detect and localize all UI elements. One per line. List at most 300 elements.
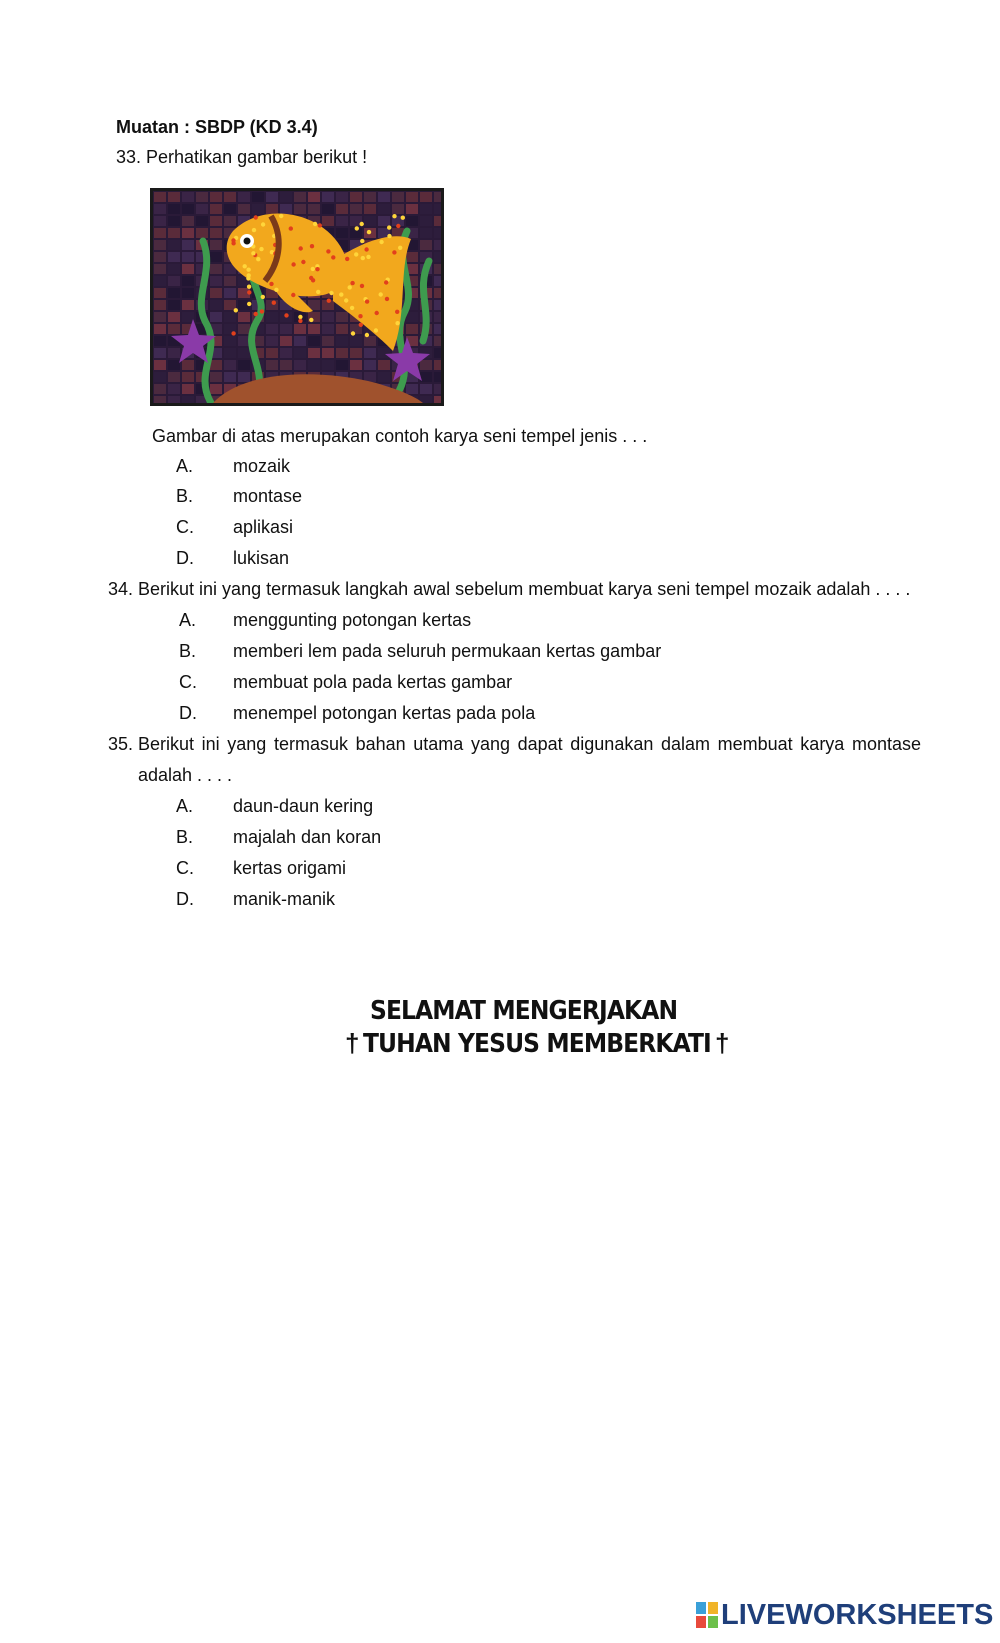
fish-dot xyxy=(364,247,368,251)
mosaic-tile xyxy=(238,324,250,334)
mosaic-tile xyxy=(336,312,348,322)
mosaic-tile xyxy=(378,216,390,226)
option-letter: A. xyxy=(179,610,197,630)
fish-dot xyxy=(358,314,362,318)
mosaic-tile xyxy=(364,372,376,382)
mosaic-tile xyxy=(308,336,320,346)
fish-dot xyxy=(361,256,365,260)
mosaic-tile xyxy=(168,192,180,202)
mosaic-tile xyxy=(154,360,166,370)
mosaic-tile xyxy=(252,192,264,202)
mosaic-tile xyxy=(322,192,334,202)
mosaic-tile xyxy=(420,384,432,394)
mosaic-tile xyxy=(210,264,222,274)
q35-question-line1: Berikut ini yang termasuk bahan utama yang dapat digunakan dalam membuat karya montase xyxy=(138,734,921,754)
mosaic-tile xyxy=(266,204,278,214)
mosaic-tile xyxy=(238,372,250,382)
fish-dot xyxy=(289,226,293,230)
mosaic-tile xyxy=(406,192,418,202)
mosaic-tile xyxy=(364,360,376,370)
mosaic-tile xyxy=(434,336,441,346)
cross-icon-right: † xyxy=(715,1028,730,1058)
mosaic-tile xyxy=(168,276,180,286)
mosaic-tile xyxy=(350,336,362,346)
mosaic-tile xyxy=(182,228,194,238)
option-letter: B. xyxy=(179,641,197,661)
mosaic-tile xyxy=(392,204,404,214)
fish-dot xyxy=(231,331,235,335)
mosaic-tile xyxy=(168,384,180,394)
mosaic-tile xyxy=(378,348,390,358)
mosaic-tile xyxy=(336,228,348,238)
fish-dot xyxy=(259,247,263,251)
option-text: manik-manik xyxy=(233,889,336,909)
mosaic-tile xyxy=(336,192,348,202)
fish-dot xyxy=(247,285,251,289)
mosaic-tile xyxy=(168,204,180,214)
closing-line-1: SELAMAT MENGERJAKAN xyxy=(370,996,678,1026)
fish-dot xyxy=(387,234,391,238)
fish-dot xyxy=(251,251,255,255)
mosaic-tile xyxy=(168,228,180,238)
fish-dot xyxy=(345,257,349,261)
fish-dot xyxy=(272,301,276,305)
mosaic-tile xyxy=(238,204,250,214)
mosaic-tile xyxy=(224,360,236,370)
fish-pupil xyxy=(244,238,251,245)
fish-dot xyxy=(392,214,396,218)
mosaic-tile xyxy=(154,288,166,298)
fish-dot xyxy=(291,293,295,297)
mosaic-tile xyxy=(154,228,166,238)
mosaic-tile xyxy=(350,360,362,370)
mosaic-tile xyxy=(238,192,250,202)
fish-dot xyxy=(310,244,314,248)
mosaic-tile xyxy=(182,216,194,226)
fish-dot xyxy=(246,268,250,272)
mosaic-tile xyxy=(168,300,180,310)
mosaic-tile xyxy=(210,228,222,238)
mosaic-tile xyxy=(434,264,441,274)
mosaic-tile xyxy=(210,360,222,370)
option-letter: B. xyxy=(176,486,194,506)
fish-dot xyxy=(247,302,251,306)
mosaic-tile xyxy=(420,192,432,202)
mosaic-tile xyxy=(322,216,334,226)
fish-dot xyxy=(311,278,315,282)
mosaic-tile xyxy=(210,276,222,286)
option-letter: D. xyxy=(176,889,194,909)
fish-dot xyxy=(344,298,348,302)
mosaic-tile xyxy=(280,336,292,346)
fish-dot xyxy=(274,288,278,292)
mosaic-tile xyxy=(266,324,278,334)
mosaic-tile xyxy=(406,312,418,322)
mosaic-tile xyxy=(364,348,376,358)
fish-dot xyxy=(348,285,352,289)
option-text: majalah dan koran xyxy=(233,827,382,847)
mosaic-tile xyxy=(322,324,334,334)
q35-question-line2: adalah . . . . xyxy=(138,765,233,785)
mosaic-tile xyxy=(154,384,166,394)
mosaic-tile xyxy=(322,204,334,214)
mosaic-tile xyxy=(182,312,194,322)
mosaic-tile xyxy=(434,240,441,250)
mosaic-tile xyxy=(238,360,250,370)
mosaic-tile xyxy=(182,300,194,310)
fish-dot xyxy=(329,291,333,295)
mosaic-tile xyxy=(224,336,236,346)
fish-dot xyxy=(365,333,369,337)
fish-dot xyxy=(350,306,354,310)
mosaic-tile xyxy=(280,360,292,370)
q35-number: 35. xyxy=(108,734,134,754)
mosaic-tile xyxy=(280,324,292,334)
fish-dot xyxy=(387,225,391,229)
mosaic-tile xyxy=(168,348,180,358)
mosaic-tile xyxy=(434,276,441,286)
mosaic-tile xyxy=(210,252,222,262)
fish-dot xyxy=(313,222,317,226)
mosaic-tile xyxy=(406,216,418,226)
fish-dot xyxy=(299,246,303,250)
mosaic-tile xyxy=(224,204,236,214)
mosaic-tile xyxy=(210,288,222,298)
mosaic-tile xyxy=(294,348,306,358)
fish-dot xyxy=(392,250,396,254)
fish-dot xyxy=(269,282,273,286)
option-letter: C. xyxy=(179,672,197,692)
option-text: lukisan xyxy=(233,548,290,568)
mosaic-tile xyxy=(182,276,194,286)
mosaic-tile xyxy=(224,372,236,382)
mosaic-tile xyxy=(196,192,208,202)
mosaic-tile xyxy=(406,384,418,394)
logo-tile xyxy=(696,1616,706,1628)
fish-dot xyxy=(254,312,258,316)
mosaic-tile xyxy=(308,192,320,202)
mosaic-tile xyxy=(182,252,194,262)
mosaic-tile xyxy=(378,372,390,382)
mosaic-tile xyxy=(168,312,180,322)
mosaic-tile xyxy=(378,192,390,202)
mosaic-tile xyxy=(364,192,376,202)
option-letter: A. xyxy=(176,796,194,816)
mosaic-tile xyxy=(294,360,306,370)
mosaic-tile xyxy=(210,372,222,382)
mosaic-tile xyxy=(406,204,418,214)
option-letter: D. xyxy=(179,703,197,723)
fish-dot xyxy=(261,222,265,226)
fish-dot xyxy=(327,299,331,303)
fish-dot xyxy=(315,267,319,271)
mosaic-tile xyxy=(322,360,334,370)
mosaic-tile xyxy=(168,324,180,334)
fish-dot xyxy=(384,280,388,284)
fish-mosaic-illustration xyxy=(153,191,441,403)
fish-dot xyxy=(379,292,383,296)
mosaic-tile xyxy=(434,384,441,394)
mosaic-tile xyxy=(224,216,236,226)
mosaic-tile xyxy=(336,336,348,346)
mosaic-tile xyxy=(294,192,306,202)
mosaic-tile xyxy=(168,240,180,250)
liveworksheets-logo[interactable] xyxy=(696,1598,993,1632)
mosaic-tile xyxy=(210,216,222,226)
fish-dot xyxy=(291,262,295,266)
mosaic-tile xyxy=(224,312,236,322)
mosaic-tile xyxy=(336,348,348,358)
mosaic-tile xyxy=(182,204,194,214)
mosaic-tile xyxy=(364,336,376,346)
mosaic-tile xyxy=(336,360,348,370)
mosaic-tile xyxy=(336,324,348,334)
fish-dot xyxy=(256,257,260,261)
mosaic-tile xyxy=(308,348,320,358)
mosaic-tile xyxy=(168,216,180,226)
mosaic-tile xyxy=(322,312,334,322)
q34-question: 34. Berikut ini yang termasuk langkah awal sebelum membuat karya seni tempel mozaik adalah . . . . xyxy=(108,579,911,599)
mosaic-tile xyxy=(266,192,278,202)
fish-dot xyxy=(339,292,343,296)
mosaic-tile xyxy=(434,372,441,382)
fish-dot xyxy=(252,228,256,232)
closing-line-2: TUHAN YESUS MEMBERKATI xyxy=(363,1029,711,1059)
mosaic-tile xyxy=(336,204,348,214)
liveworksheets-logo-icon xyxy=(696,1602,718,1628)
mosaic-tile xyxy=(154,372,166,382)
fish-dot xyxy=(367,230,371,234)
fish-dot xyxy=(318,223,322,227)
mosaic-tile xyxy=(182,288,194,298)
mosaic-tile xyxy=(154,336,166,346)
mosaic-tile xyxy=(210,312,222,322)
mosaic-tile xyxy=(364,204,376,214)
mosaic-tile xyxy=(434,396,441,403)
option-text: aplikasi xyxy=(233,517,294,537)
mosaic-tile xyxy=(168,396,180,403)
fish-dot xyxy=(331,255,335,259)
mosaic-tile xyxy=(182,264,194,274)
option-letter: A. xyxy=(176,456,194,476)
mosaic-tile xyxy=(210,300,222,310)
mosaic-tile xyxy=(154,396,166,403)
mosaic-tile xyxy=(182,396,194,403)
mosaic-tile xyxy=(280,348,292,358)
mosaic-tile xyxy=(420,240,432,250)
fish-dot xyxy=(351,331,355,335)
fish-dot xyxy=(385,297,389,301)
fish-dot xyxy=(311,267,315,271)
mosaic-tile xyxy=(294,204,306,214)
mosaic-tile xyxy=(434,288,441,298)
q33-prompt: 33. Perhatikan gambar berikut ! xyxy=(116,147,368,167)
mosaic-tile xyxy=(154,348,166,358)
mosaic-tile xyxy=(434,300,441,310)
fish-dot xyxy=(355,226,359,230)
fish-dot xyxy=(379,240,383,244)
fish-dot xyxy=(366,255,370,259)
mosaic-tile xyxy=(154,204,166,214)
mosaic-tile xyxy=(364,216,376,226)
fish-dot xyxy=(354,252,358,256)
mosaic-tile xyxy=(294,336,306,346)
option-letter: D. xyxy=(176,548,194,568)
fish-dot xyxy=(395,310,399,314)
fish-dot xyxy=(326,249,330,253)
mosaic-tile xyxy=(168,252,180,262)
option-text: daun-daun kering xyxy=(233,796,374,816)
fish-mosaic-image xyxy=(150,188,444,406)
mosaic-tile xyxy=(182,372,194,382)
mosaic-tile xyxy=(350,348,362,358)
mosaic-tile xyxy=(154,264,166,274)
option-text: kertas origami xyxy=(233,858,347,878)
mosaic-tile xyxy=(266,336,278,346)
fish-dot xyxy=(247,273,251,277)
mosaic-tile xyxy=(406,252,418,262)
mosaic-tile xyxy=(266,360,278,370)
fish-dot xyxy=(279,214,283,218)
mosaic-tile xyxy=(252,204,264,214)
mosaic-tile xyxy=(434,216,441,226)
fish-dot xyxy=(260,309,264,313)
fish-dot xyxy=(398,246,402,250)
option-text: mozaik xyxy=(233,456,291,476)
fish-dot xyxy=(360,239,364,243)
fish-dot xyxy=(243,264,247,268)
mosaic-tile xyxy=(224,348,236,358)
mosaic-tile xyxy=(434,324,441,334)
fish-dot xyxy=(401,216,405,220)
fish-dot xyxy=(375,311,379,315)
mosaic-tile xyxy=(420,360,432,370)
option-text: memberi lem pada seluruh permukaan kertas gambar xyxy=(233,641,662,661)
logo-tile xyxy=(696,1602,706,1614)
option-text: menempel potongan kertas pada pola xyxy=(233,703,536,723)
fish-dot xyxy=(396,224,400,228)
mosaic-tile xyxy=(154,324,166,334)
fish-dot xyxy=(395,321,399,325)
mosaic-tile xyxy=(420,204,432,214)
fish-dot xyxy=(360,222,364,226)
fish-dot xyxy=(234,308,238,312)
mosaic-tile xyxy=(434,228,441,238)
mosaic-tile xyxy=(434,348,441,358)
option-letter: B. xyxy=(176,827,194,847)
mosaic-tile xyxy=(224,276,236,286)
mosaic-tile xyxy=(154,240,166,250)
mosaic-tile xyxy=(210,204,222,214)
fish-dot xyxy=(247,290,251,294)
mosaic-tile xyxy=(308,360,320,370)
fish-dot xyxy=(309,318,313,322)
mosaic-tile xyxy=(210,384,222,394)
mosaic-tile xyxy=(154,252,166,262)
fish-dot xyxy=(365,299,369,303)
mosaic-tile xyxy=(420,396,432,403)
mosaic-tile xyxy=(210,240,222,250)
mosaic-tile xyxy=(182,192,194,202)
mosaic-tile xyxy=(196,216,208,226)
mosaic-tile xyxy=(434,192,441,202)
mosaic-tile xyxy=(238,312,250,322)
cross-icon-left: † xyxy=(345,1028,360,1058)
mosaic-tile xyxy=(168,288,180,298)
mosaic-tile xyxy=(378,360,390,370)
mosaic-tile xyxy=(168,372,180,382)
fish-dot xyxy=(374,328,378,332)
mosaic-tile xyxy=(210,192,222,202)
mosaic-tile xyxy=(168,264,180,274)
mosaic-tile xyxy=(420,216,432,226)
fish-dot xyxy=(298,319,302,323)
mosaic-tile xyxy=(350,192,362,202)
q33-question: Gambar di atas merupakan contoh karya seni tempel jenis . . . xyxy=(152,426,648,446)
fish-dot xyxy=(261,295,265,299)
mosaic-tile xyxy=(154,216,166,226)
option-text: menggunting potongan kertas xyxy=(233,610,472,630)
mosaic-tile xyxy=(224,192,236,202)
mosaic-tile xyxy=(434,252,441,262)
mosaic-tile xyxy=(154,300,166,310)
mosaic-tile xyxy=(350,204,362,214)
mosaic-tile xyxy=(378,204,390,214)
option-text: membuat pola pada kertas gambar xyxy=(233,672,513,692)
mosaic-tile xyxy=(238,348,250,358)
mosaic-tile xyxy=(266,312,278,322)
logo-tile xyxy=(708,1616,718,1628)
fish-dot xyxy=(284,313,288,317)
fish-dot xyxy=(254,215,258,219)
fish-dot xyxy=(316,290,320,294)
mosaic-tile xyxy=(280,192,292,202)
mosaic-tile xyxy=(308,204,320,214)
logo-tile xyxy=(708,1602,718,1614)
mosaic-tile xyxy=(182,384,194,394)
mosaic-tile xyxy=(434,312,441,322)
fish-dot xyxy=(359,323,363,327)
fish-dot xyxy=(231,241,235,245)
mosaic-tile xyxy=(168,360,180,370)
liveworksheets-brand-name: LIVEWORKSHEETS xyxy=(721,1598,994,1631)
mosaic-tile xyxy=(406,324,418,334)
mosaic-tile xyxy=(196,204,208,214)
mosaic-tile xyxy=(434,360,441,370)
mosaic-tile xyxy=(196,228,208,238)
mosaic-tile xyxy=(182,360,194,370)
option-text: montase xyxy=(233,486,303,506)
mosaic-tile xyxy=(420,228,432,238)
mosaic-tile xyxy=(154,276,166,286)
fish-dot xyxy=(301,260,305,264)
mosaic-tile xyxy=(224,288,236,298)
fish-dot xyxy=(298,315,302,319)
mosaic-tile xyxy=(434,204,441,214)
fish-dot xyxy=(360,284,364,288)
mosaic-tile xyxy=(266,348,278,358)
mosaic-tile xyxy=(154,192,166,202)
subject-heading: Muatan : SBDP (KD 3.4) xyxy=(116,117,318,137)
mosaic-tile xyxy=(294,324,306,334)
mosaic-tile xyxy=(322,348,334,358)
mosaic-tile xyxy=(336,216,348,226)
mosaic-tile xyxy=(182,240,194,250)
option-letter: C. xyxy=(176,517,194,537)
mosaic-tile xyxy=(392,192,404,202)
mosaic-tile xyxy=(308,324,320,334)
mosaic-tile xyxy=(280,204,292,214)
